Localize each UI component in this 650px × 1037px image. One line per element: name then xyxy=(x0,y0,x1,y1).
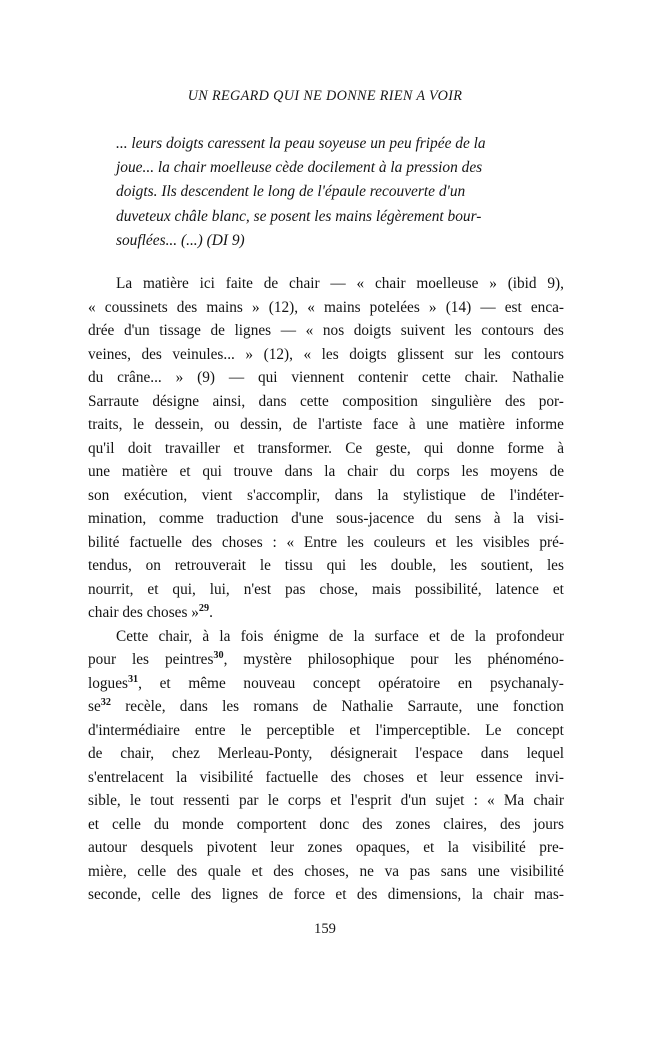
text-line: qu'il doit travailler et transformer. Ce geste, qui donne forme à xyxy=(88,439,564,457)
footnote-marker: 29 xyxy=(198,602,210,614)
text-line: mière, celle des quale et des choses, ne va pas sans une visibilité xyxy=(88,862,564,880)
text-line: autour desquels pivotent leur zones opaques, et la visibilité pre- xyxy=(88,839,564,856)
text-line: drée d'un tissage de lignes — « nos doigts suivent les contours des xyxy=(88,322,564,339)
text-line: logues$^{31}$, et même nouveau concept opératoire en psychanaly- xyxy=(88,673,564,692)
text-line: Cette chair, à la fois énigme de la surface et de la profondeur xyxy=(116,627,564,645)
text-line: nourrit, et qui, lui, n'est pas chose, mais possibilité, latence et xyxy=(88,580,564,598)
running-head: UN REGARD QUI NE DONNE RIEN A VOIR xyxy=(187,88,463,104)
footnote-marker: 30 xyxy=(213,649,224,661)
footnote-marker: 32 xyxy=(100,696,111,708)
text-line: traits, le dessein, ou dessin, de l'artiste face à une matière informe xyxy=(88,416,564,433)
text-line: chair des choses »$^{29}$. xyxy=(88,602,213,621)
text-line: La matière ici faite de chair — « chair moelleuse » (ibid 9), xyxy=(116,275,564,292)
quotation-line: souflées... (...) (DI 9) xyxy=(116,231,245,249)
text-line: Sarraute désigne ainsi, dans cette composition singulière des por- xyxy=(88,392,564,410)
epigraph-quotation xyxy=(116,132,562,253)
page-number: 159 xyxy=(314,921,336,937)
paragraph xyxy=(88,625,564,907)
body-text xyxy=(88,272,564,907)
text-line: son exécution, vient s'accomplir, dans la stylistique de l'indéter- xyxy=(88,486,564,504)
text-line: veines, des veinules... » (12), « les doigts glissent sur les contours xyxy=(88,345,564,363)
text-line: bilité factuelle des choses : « Entre les couleurs et les visibles pré- xyxy=(88,533,564,551)
footnote-marker: 31 xyxy=(127,673,139,685)
quotation-line: duveteux châle blanc, se posent les mains légèrement bour- xyxy=(116,207,482,225)
text-line: du crâne... » (9) — qui viennent contenir cette chair. Nathalie xyxy=(88,369,564,386)
text-line: $se^{32}$ recèle, dans les romans de Nathalie Sarraute, une fonction xyxy=(88,696,564,715)
quotation-line: ... leurs doigts caressent la peau soyeuse un peu fripée de la xyxy=(116,135,486,152)
text-line: mination, comme traduction d'une sous-jacence du sens à la visi- xyxy=(88,510,564,527)
text-line: tendus, on retrouverait le tissu qui les double, les soutient, les xyxy=(88,557,564,574)
text-line: d'intermédiaire entre le perceptible et l'imperceptible. Le concept xyxy=(88,721,564,739)
text-line: s'entrelacent la visibilité factuelle des choses et leur essence invi- xyxy=(88,768,564,786)
text-line: seconde, celle des lignes de force et des dimensions, la chair mas- xyxy=(88,886,564,903)
text-line: et celle du monde comportent donc des zones claires, des jours xyxy=(88,815,564,833)
paragraph xyxy=(88,272,564,625)
text-line: sible, le tout ressenti par le corps et l'esprit d'un sujet : « Ma chair xyxy=(88,792,564,809)
text-line: de chair, chez Merleau-Ponty, désignerait l'espace dans lequel xyxy=(88,745,564,762)
quotation-line: doigts. Ils descendent le long de l'épaule recouverte d'un xyxy=(116,183,466,201)
text-line: « coussinets des mains » (12), « mains potelées » (14) — est enca- xyxy=(88,298,564,316)
text-line: une matière et qui trouve dans la chair du corps les moyens de xyxy=(88,463,564,480)
text-line: pour les peintres$^{30}$, mystère philosophique pour les phénoméno- xyxy=(88,649,564,668)
quotation-line: joue... la chair moelleuse cède docilement à la pression des xyxy=(116,159,483,177)
